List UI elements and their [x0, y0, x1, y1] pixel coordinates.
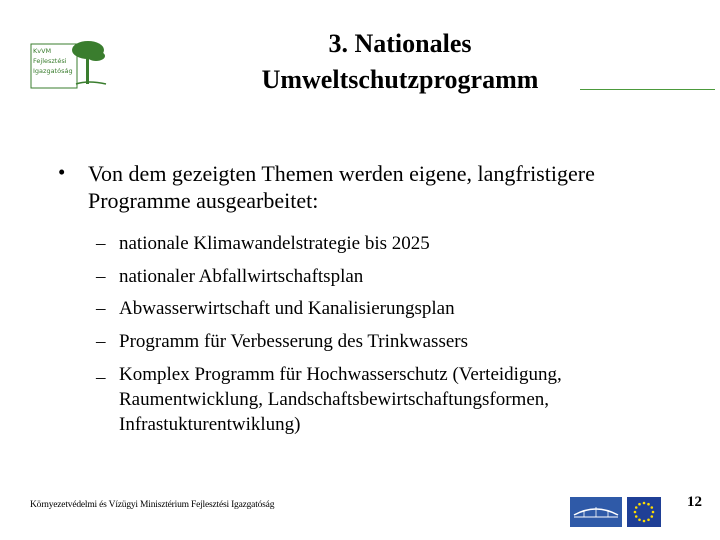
eu-stars-icon — [627, 497, 661, 527]
bridge-logo-icon — [570, 497, 622, 527]
list-item-text: nationaler Abfallwirtschaftsplan — [119, 265, 364, 287]
sub-list — [96, 228, 616, 437]
list-item-text: Abwasserwirtschaft und Kanalisierungsplan — [119, 298, 455, 319]
list-item — [96, 293, 616, 326]
dash-symbol: – — [96, 298, 106, 319]
dash-symbol: – — [96, 330, 106, 352]
footer-text: Környezetvédelmi és Vízügyi Minisztérium Fejlesztési Igazgatóság — [30, 500, 275, 510]
ministry-logo — [30, 36, 110, 90]
eu-program-logo — [570, 497, 622, 527]
dash-symbol: – — [96, 367, 106, 388]
dash-symbol: – — [96, 265, 106, 287]
slide-title — [200, 26, 600, 98]
list-item — [96, 228, 616, 261]
logo-line-3: Igazgatóság — [33, 67, 73, 75]
logo-line-1: KvVM — [33, 47, 52, 55]
list-item — [96, 358, 616, 437]
list-item — [96, 261, 616, 294]
dash-symbol: – — [96, 233, 106, 254]
slide-title-line-1: 3. Nationales — [328, 29, 472, 58]
list-item — [96, 326, 616, 359]
list-item-text: Komplex Programm für Hochwasserschutz (Verteidigung, Raumentwicklung, Landschaftsbewirtschaftungsformen, Infrastukturentwiklung) — [119, 364, 562, 435]
title-rule — [580, 89, 715, 90]
bullet-symbol: • — [58, 160, 66, 184]
slide-title-line-2: Umweltschutzprogramm — [261, 65, 539, 94]
bullet-text: Von dem gezeigten Themen werden eigene, langfristigere Programme ausgearbeitet: — [88, 161, 595, 213]
page-number: 12 — [687, 494, 702, 510]
eu-flag — [627, 497, 661, 527]
list-item-text: nationale Klimawandelstrategie bis 2025 — [119, 233, 430, 254]
logo-line-2: Fejlesztési — [33, 57, 67, 65]
list-item-text: Programm für Verbesserung des Trinkwassers — [119, 330, 469, 352]
